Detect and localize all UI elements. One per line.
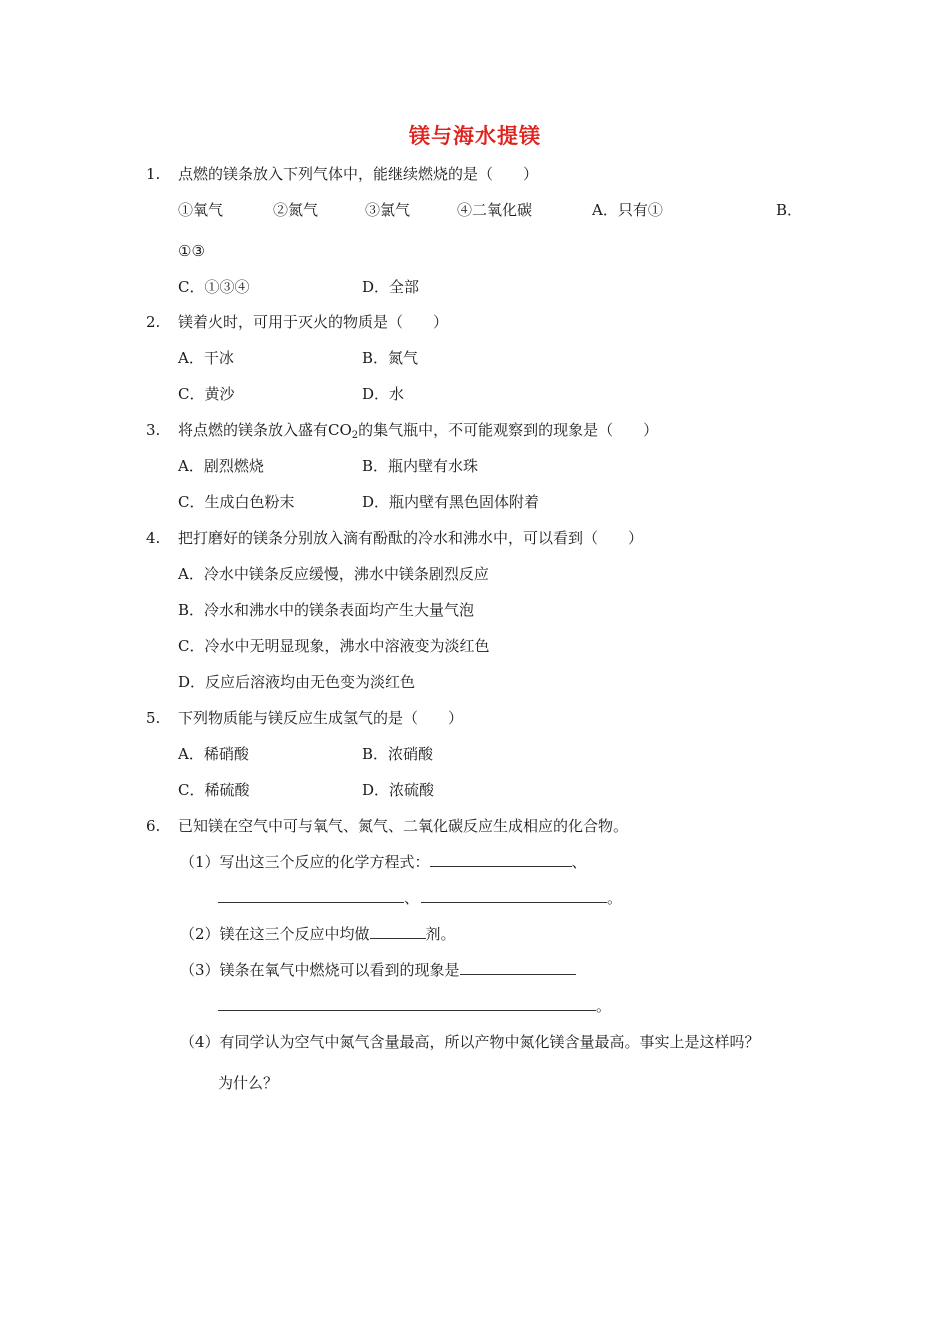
option-c: C．生成白色粉末: [178, 493, 295, 511]
option-c: C．黄沙: [178, 385, 235, 403]
question-number: 4.: [146, 529, 161, 547]
question-stem: 下列物质能与镁反应生成氢气的是（ ）: [178, 709, 464, 727]
sub-question-3-cont: 。: [218, 995, 611, 1017]
question-stem: 把打磨好的镁条分别放入滴有酚酞的冷水和沸水中，可以看到（ ）: [178, 529, 644, 547]
option-c: C．稀硫酸: [178, 781, 250, 799]
option-d: D．反应后溶液均由无色变为淡红色: [178, 673, 416, 691]
option-b-content: ①③: [178, 242, 205, 260]
question-number: 6.: [146, 817, 161, 835]
question-number: 5.: [146, 709, 161, 727]
question-number: 2.: [146, 313, 161, 331]
option-b: B．瓶内壁有水珠: [362, 457, 479, 475]
answer-blank[interactable]: [370, 924, 426, 939]
option-d: D．瓶内壁有黑色固体附着: [362, 493, 540, 511]
answer-blank[interactable]: [218, 888, 404, 903]
page-title: 镁与海水提镁: [409, 124, 541, 148]
option-b-label: B．: [776, 201, 803, 219]
sub-question-4-cont: 为什么？: [218, 1074, 279, 1092]
answer-blank[interactable]: [421, 888, 607, 903]
sub-question-3: （3）镁条在氧气中燃烧可以看到的现象是: [180, 959, 576, 981]
option-a: A．稀硝酸: [178, 745, 249, 763]
option-c: C．冷水中无明显现象，沸水中溶液变为淡红色: [178, 637, 490, 655]
answer-blank[interactable]: [430, 852, 572, 867]
option-b: B．浓硝酸: [362, 745, 434, 763]
sub-question-1: （1）写出这三个反应的化学方程式： 、: [180, 853, 587, 871]
item-3: ③氯气: [365, 201, 411, 219]
option-c: C．①③④: [178, 278, 250, 296]
question-stem: 将点燃的镁条放入盛有$CO_2$的集气瓶中，不可能观察到的现象是（ ）: [178, 421, 659, 441]
option-a: A．冷水中镁条反应缓慢，沸水中镁条剧烈反应: [178, 565, 489, 583]
item-4: ④二氧化碳: [457, 201, 533, 219]
option-a: A．只有①: [592, 201, 663, 219]
sub-question-1-cont: 、 。: [218, 887, 622, 909]
option-b: B．冷水和沸水中的镁条表面均产生大量气泡: [178, 601, 475, 619]
option-a: A．剧烈燃烧: [178, 457, 264, 475]
question-stem: 点燃的镁条放入下列气体中，能继续燃烧的是（ ）: [178, 165, 539, 183]
question-stem: 镁着火时，可用于灭火的物质是（ ）: [178, 313, 449, 331]
option-d: D．浓硫酸: [362, 781, 435, 799]
item-2: ②氮气: [273, 201, 319, 219]
question-number: 1.: [146, 165, 161, 183]
option-b: B．氮气: [362, 349, 419, 367]
option-d: D．水: [362, 385, 405, 403]
option-a: A．干冰: [178, 349, 234, 367]
question-stem: 已知镁在空气中可与氧气、氮气、二氧化碳反应生成相应的化合物。: [178, 817, 629, 835]
answer-blank[interactable]: [460, 960, 576, 975]
answer-blank[interactable]: [218, 996, 596, 1011]
item-1: ①氧气: [178, 201, 224, 219]
question-number: 3.: [146, 421, 161, 439]
sub-question-2: （2）镁在这三个反应中均做 剂。: [180, 925, 456, 943]
sub-question-4: （4）有同学认为空气中氮气含量最高，所以产物中氮化镁含量最高。事实上是这样吗？: [180, 1033, 760, 1051]
option-d: D．全部: [362, 278, 420, 296]
